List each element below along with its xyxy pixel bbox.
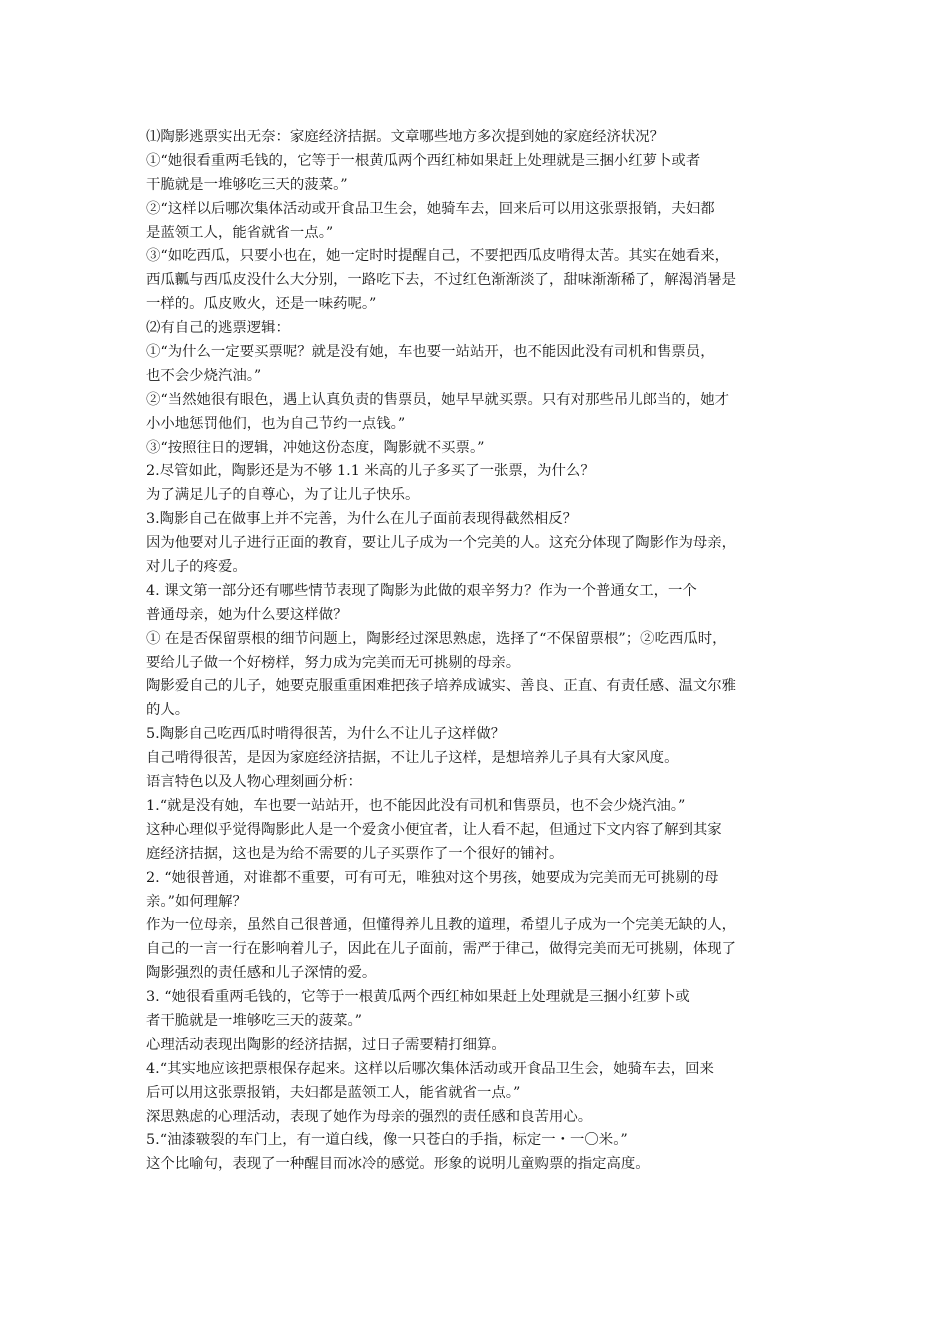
text-line: 2.尽管如此，陶影还是为不够 1.1 米高的儿子多买了一张票，为什么？: [146, 463, 595, 480]
text-line: 要给儿子做一个好榜样，努力成为完美而无可挑剔的母亲。: [146, 654, 521, 671]
text-line: 2. “她很普通，对谁都不重要，可有可无，唯独对这个男孩，她要成为完美而无可挑剔的母: [146, 869, 719, 886]
text-line: 自己啃得很苦，是因为家庭经济拮据，不让儿子这样，是想培养儿子具有大家风度。: [146, 750, 679, 767]
text-line: ⑵有自己的逃票逻辑：: [146, 320, 290, 337]
text-line: 4. 课文第一部分还有哪些情节表现了陶影为此做的艰辛努力？作为一个普通女工，一个: [146, 582, 697, 599]
text-line: 后可以用这张票报销，夫妇都是蓝领工人，能省就省一点。”: [146, 1084, 521, 1101]
text-line: ②“这样以后哪次集体活动或开食品卫生会，她骑车去，回来后可以用这张票报销，夫妇都: [146, 200, 715, 217]
text-line: 小小地惩罚他们，也为自己节约一点钱。”: [146, 415, 406, 432]
text-line: 语言特色以及人物心理刻画分析：: [146, 774, 362, 791]
text-line: 对儿子的疼爱。: [146, 559, 247, 576]
text-line: ① 在是否保留票根的细节问题上，陶影经过深思熟虑，选择了“不保留票根”；②吃西瓜时，: [146, 630, 727, 647]
text-line: 5.陶影自己吃西瓜时啃得很苦，为什么不让儿子这样做？: [146, 726, 506, 743]
text-line: 者干脆就是一堆够吃三天的菠菜。”: [146, 1012, 363, 1029]
text-line: 的人。: [146, 702, 190, 719]
text-line: ③“如吃西瓜，只要小也在，她一定时时提醒自己，不要把西瓜皮啃得太苦。其实在她看来，: [146, 248, 729, 265]
text-line: 是蓝领工人，能省就省一点。”: [146, 224, 334, 241]
text-line: 陶影爱自己的儿子，她要克服重重困难把孩子培养成诚实、善良、正直、有责任感、温文尔雅: [146, 678, 737, 695]
text-line: 心理活动表现出陶影的经济拮据，过日子需要精打细算。: [146, 1036, 506, 1053]
text-line: ①“她很看重两毛钱的，它等于一根黄瓜两个西红柿如果赶上处理就是三捆小红萝卜或者: [146, 152, 701, 169]
text-line: 陶影强烈的责任感和儿子深情的爱。: [146, 965, 377, 982]
text-line: 5.“油漆皲裂的车门上，有一道白线，像一只苍白的手指，标定一・一〇米。”: [146, 1132, 628, 1149]
text-line: 1.“就是没有她，车也要一站站开，也不能因此没有司机和售票员，也不会少烧汽油。”: [146, 797, 686, 814]
text-line: 4.“其实地应该把票根保存起来。这样以后哪次集体活动或开食品卫生会，她骑车去，回来: [146, 1060, 714, 1077]
text-line: ②“当然她很有眼色，遇上认真负责的售票员，她早早就买票。只有对那些吊儿郎当的，她才: [146, 391, 729, 408]
text-line: 这种心理似乎觉得陶影此人是一个爱贪小便宜者，让人看不起，但通过下文内容了解到其家: [146, 821, 722, 838]
text-line: 为了满足儿子的自尊心，为了让儿子快乐。: [146, 487, 420, 504]
text-line: 西瓜瓤与西瓜皮没什么大分别，一路吃下去，不过红色渐渐淡了，甜味渐渐稀了，解渴消暑是: [146, 272, 737, 289]
text-line: ③“按照往日的逻辑，冲她这份态度，陶影就不买票。”: [146, 439, 485, 456]
text-line: ①“为什么一定要买票呢？就是没有她，车也要一站站开，也不能因此没有司机和售票员，: [146, 344, 715, 361]
text-line: 庭经济拮据，这也是为给不需要的儿子买票作了一个很好的铺衬。: [146, 845, 564, 862]
text-line: 作为一位母亲，虽然自己很普通，但懂得养儿且教的道理，希望儿子成为一个完美无缺的人，: [146, 917, 737, 934]
text-line: 干脆就是一堆够吃三天的菠菜。”: [146, 176, 348, 193]
text-line: 也不会少烧汽油。”: [146, 367, 262, 384]
text-line: 3. “她很看重两毛钱的，它等于一根黄瓜两个西红柿如果赶上处理就是三捆小红萝卜或: [146, 989, 690, 1006]
text-line: 深思熟虑的心理活动，表现了她作为母亲的强烈的责任感和良苦用心。: [146, 1108, 593, 1125]
text-line: ⑴陶影逃票实出无奈：家庭经济拮据。文章哪些地方多次提到她的家庭经济状况？: [146, 129, 665, 145]
text-line: 3.陶影自己在做事上并不完善，为什么在儿子面前表现得截然相反？: [146, 511, 578, 528]
text-line: 因为他要对儿子进行正面的教育，要让儿子成为一个完美的人。这充分体现了陶影作为母亲，: [146, 535, 737, 552]
document-body: [146, 126, 816, 1177]
text-line: 自己的一言一行在影响着儿子，因此在儿子面前，需严于律己，做得完美而无可挑剔，体现了: [146, 941, 737, 958]
text-line: 这个比喻句，表现了一种醒目而冰冷的感觉。形象的说明儿童购票的指定高度。: [146, 1156, 650, 1173]
text-line: 亲。”如何理解？: [146, 893, 247, 910]
text-line: 普通母亲，她为什么要这样做？: [146, 606, 348, 623]
text-line: 一样的。瓜皮败火，还是一味药呢。”: [146, 296, 377, 313]
